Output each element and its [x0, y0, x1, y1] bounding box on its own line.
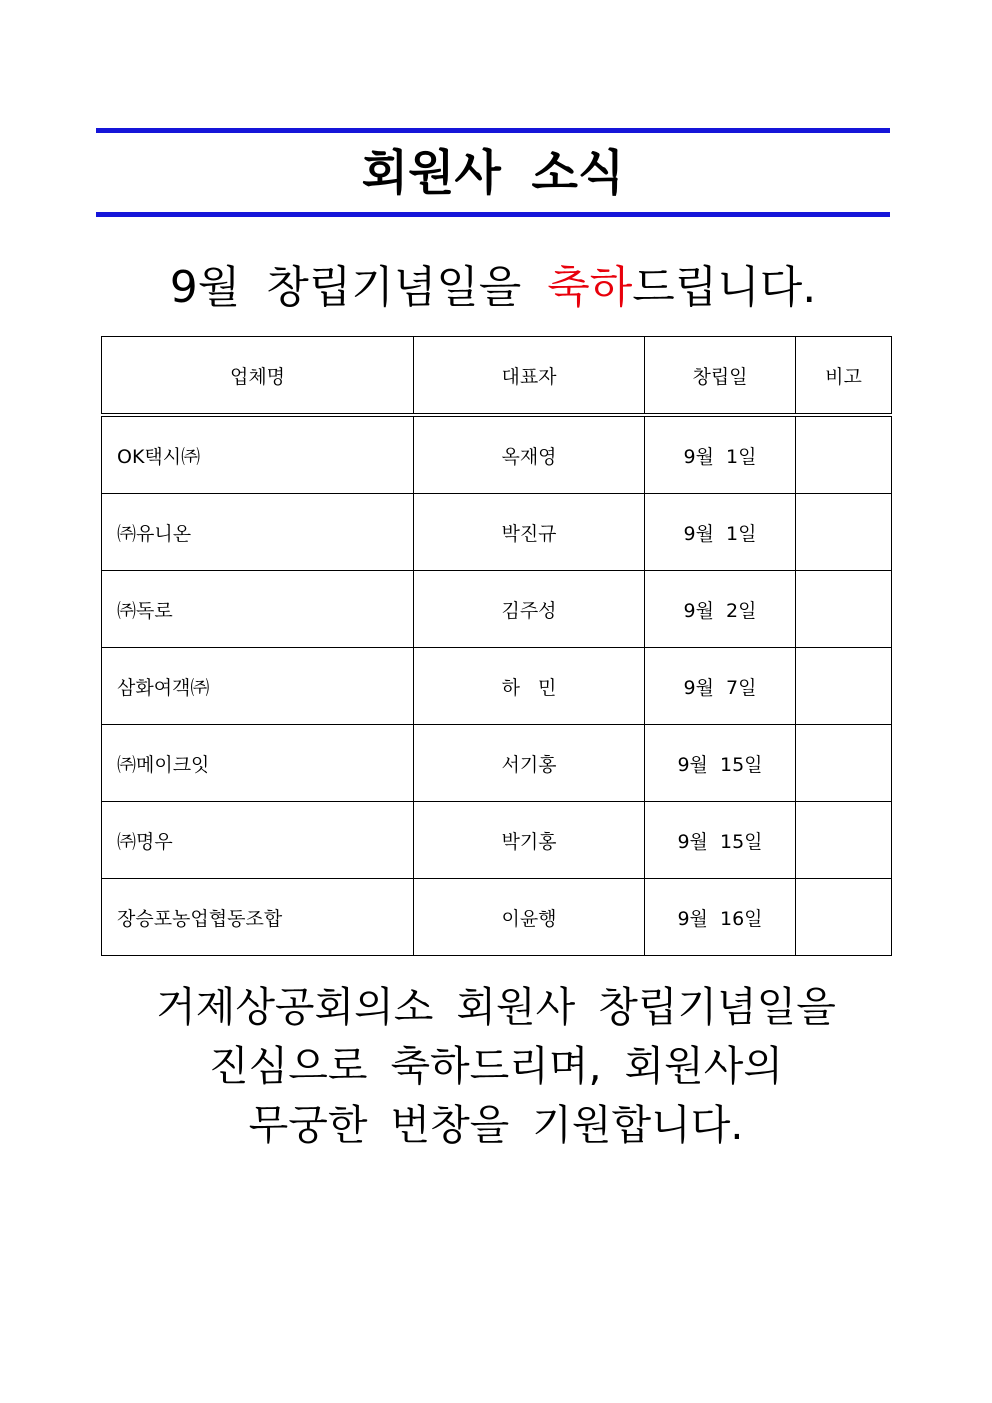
- closing-line-2: 진심으로 축하드리며, 회원사의: [209, 1042, 783, 1090]
- closing-line-1: 거제상공회의소 회원사 창립기념일을: [156, 983, 836, 1031]
- company-cell: 장승포농업협동조합: [102, 879, 414, 956]
- note-cell: [796, 648, 892, 725]
- representative-cell: 박기홍: [414, 802, 645, 879]
- date-cell: 9월 16일: [645, 879, 796, 956]
- company-cell: 삼화여객㈜: [102, 648, 414, 725]
- closing-line-3: 무궁한 번창을 기원합니다.: [248, 1101, 744, 1149]
- member-anniversary-table: [101, 336, 892, 956]
- note-cell: [796, 802, 892, 879]
- closing-message: [60, 978, 932, 1155]
- header-company: 업체명: [102, 337, 414, 416]
- note-cell: [796, 725, 892, 802]
- company-cell: OK택시㈜: [102, 415, 414, 494]
- subtitle-text-before: 9월 창립기념일을: [169, 262, 548, 313]
- date-cell: 9월 2일: [645, 571, 796, 648]
- company-cell: ㈜명우: [102, 802, 414, 879]
- bottom-rule: [96, 212, 890, 217]
- date-cell: 9월 1일: [645, 494, 796, 571]
- representative-cell: 김주성: [414, 571, 645, 648]
- representative-cell: 옥재영: [414, 415, 645, 494]
- representative-cell: 이윤행: [414, 879, 645, 956]
- company-cell: ㈜유니온: [102, 494, 414, 571]
- table-row: [102, 648, 892, 725]
- company-cell: ㈜독로: [102, 571, 414, 648]
- table-header-row: [102, 337, 892, 416]
- representative-cell: 서기홍: [414, 725, 645, 802]
- company-cell: ㈜메이크잇: [102, 725, 414, 802]
- note-cell: [796, 571, 892, 648]
- note-cell: [796, 879, 892, 956]
- note-cell: [796, 494, 892, 571]
- representative-cell: 박진규: [414, 494, 645, 571]
- table-row: [102, 802, 892, 879]
- subtitle-text-after: 드립니다.: [632, 262, 817, 313]
- top-rule: [96, 128, 890, 133]
- date-cell: 9월 7일: [645, 648, 796, 725]
- page-title: 회원사 소식: [361, 145, 625, 201]
- representative-cell: 하 민: [414, 648, 645, 725]
- note-cell: [796, 415, 892, 494]
- date-cell: 9월 15일: [645, 725, 796, 802]
- date-cell: 9월 15일: [645, 802, 796, 879]
- table-row: [102, 415, 892, 494]
- header-note: 비고: [796, 337, 892, 416]
- table-row: [102, 725, 892, 802]
- subtitle-highlight: 축하: [547, 262, 633, 313]
- table-row: [102, 494, 892, 571]
- header-representative: 대표자: [414, 337, 645, 416]
- table-row: [102, 879, 892, 956]
- date-cell: 9월 1일: [645, 415, 796, 494]
- table-row: [102, 571, 892, 648]
- subtitle: [96, 258, 890, 318]
- header-founding-date: 창립일: [645, 337, 796, 416]
